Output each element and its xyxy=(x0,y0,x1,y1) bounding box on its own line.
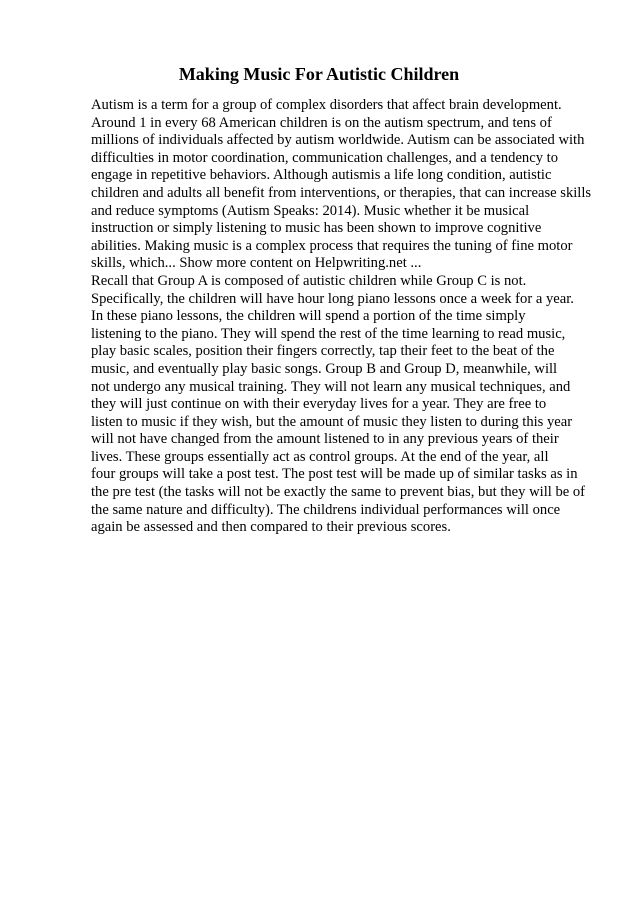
text-line: engage in repetitive behaviors. Although autismis a life long condition, autistic xyxy=(91,167,552,184)
text-line: Around 1 in every 68 American children is on the autism spectrum, and tens of xyxy=(91,114,552,131)
text-line: music, and eventually play basic songs. Group B and Group D, meanwhile, will xyxy=(91,360,558,377)
text-line: listen to music if they wish, but the amount of music they listen to during this year xyxy=(91,413,573,430)
text-line: children and adults all benefit from interventions, or therapies, that can increase skills xyxy=(91,184,592,201)
text-line: listening to the piano. They will spend the rest of the time learning to read music, xyxy=(91,325,566,342)
text-line: play basic scales, position their fingers correctly, tap their feet to the beat of the xyxy=(91,343,555,360)
text-line: the same nature and difficulty). The childrens individual performances will once xyxy=(91,501,561,518)
text-line: lives. These groups essentially act as control groups. At the end of the year, all xyxy=(91,448,549,465)
text-line: difficulties in motor coordination, communication challenges, and a tendency to xyxy=(91,149,559,166)
text-line: Autism is a term for a group of complex disorders that affect brain development. xyxy=(91,97,562,113)
text-line: skills, which... Show more content on Helpwriting.net ... xyxy=(91,255,422,272)
text-line: abilities. Making music is a complex process that requires the tuning of fine motor xyxy=(91,237,573,254)
document-body xyxy=(91,97,611,537)
text-line: Specifically, the children will have hour long piano lessons once a week for a year. xyxy=(91,290,574,307)
text-line: four groups will take a post test. The post test will be made up of similar tasks as in xyxy=(91,466,578,483)
document-title: Making Music For Autistic Children xyxy=(178,64,460,84)
text-line: and reduce symptoms (Autism Speaks: 2014). Music whether it be musical xyxy=(91,202,530,219)
text-line: will not have changed from the amount listened to in any previous years of their xyxy=(91,431,559,448)
text-line: the pre test (the tasks will not be exactly the same to prevent bias, but they will be of xyxy=(91,484,586,501)
text-line: millions of individuals affected by autism worldwide. Autism can be associated with xyxy=(91,132,585,149)
text-line: not undergo any musical training. They will not learn any musical techniques, and xyxy=(91,378,571,395)
text-line: instruction or simply listening to music has been shown to improve cognitive xyxy=(91,220,542,237)
text-line: In these piano lessons, the children will spend a portion of the time simply xyxy=(91,308,526,325)
text-line: again be assessed and then compared to their previous scores. xyxy=(91,519,451,536)
text-line: they will just continue on with their everyday lives for a year. They are free to xyxy=(91,396,547,413)
text-line: Recall that Group A is composed of autistic children while Group C is not. xyxy=(91,272,527,289)
